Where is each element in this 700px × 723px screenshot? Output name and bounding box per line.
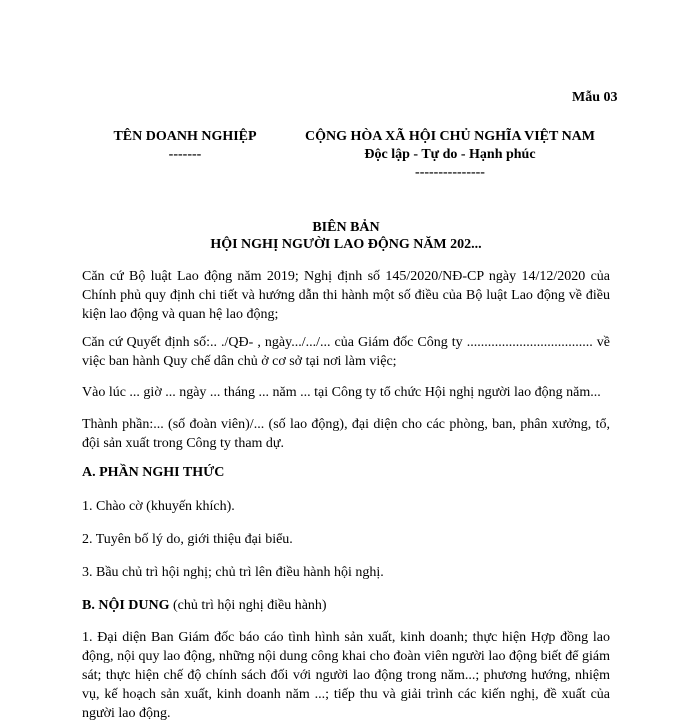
section-b-heading-note: (chủ trì hội nghị điều hành) [169,598,327,613]
section-b-heading: B. NỘI DUNG [82,598,170,613]
paragraph-legal-basis: Căn cứ Bộ luật Lao động năm 2019; Nghị định số 145/2020/NĐ-CP ngày 14/12/2020 của Chính phủ quy định chi tiết và hướng dẫn thi hành một số điều của Bộ luật Lao động về điều kiện lao động và quan hệ lao động; [82,269,610,322]
nation-title: CỘNG HÒA XÃ HỘI CHỦ NGHĨA VIỆT NAM [304,129,595,144]
section-b-item: 1. Đại diện Ban Giám đốc báo cáo tình hình sản xuất, kinh doanh; thực hiện Hợp đồng lao động, nội quy lao động, những nội dung công khai cho đoàn viên người lao động biết để giám sát; thực hiện chế độ chính sách đối với người lao động trong năm...; phương hướng, nhiệm vụ, kế hoạch sản xuất, kinh doanh năm ...; tiếp thu và giải trình các kiến nghị, đề xuất của người lao động. [82,630,610,721]
form-number: Mẫu 03 [572,90,618,105]
paragraph-time-place: Vào lúc ... giờ ... ngày ... tháng ... năm ... tại Công ty tổ chức Hội nghị người lao động năm... [82,385,601,400]
document-subtitle: HỘI NGHỊ NGƯỜI LAO ĐỘNG NĂM 202... [210,237,482,252]
motto-underline: --------------- [415,165,485,180]
company-underline: ------- [168,147,202,162]
section-a-item: 1. Chào cờ (khuyến khích). [82,499,235,514]
company-name: TÊN DOANH NGHIỆP [113,129,257,144]
national-motto: Độc lập - Tự do - Hạnh phúc [364,147,536,162]
document-title: BIÊN BẢN [312,220,380,235]
paragraph-participants: Thành phần:... (số đoàn viên)/... (số lao động), đại diện cho các phòng, ban, phân xưởng, tổ, đội sản xuất trong Công ty tham dự. [82,417,610,451]
section-b-heading-line [82,596,610,615]
section-a-item: 3. Bầu chủ trì hội nghị; chủ trì lên điều hành hội nghị. [82,565,384,580]
paragraph-decision-basis: Căn cứ Quyết định số:.. ./QĐ- , ngày.../.../... của Giám đốc Công ty .................................... về việc ban hành Quy chế dân chủ ở cơ sở tại nơi làm việc; [82,335,610,369]
section-a-item: 2. Tuyên bố lý do, giới thiệu đại biểu. [82,532,293,547]
section-a-heading: A. PHẦN NGHI THỨC [82,465,225,480]
